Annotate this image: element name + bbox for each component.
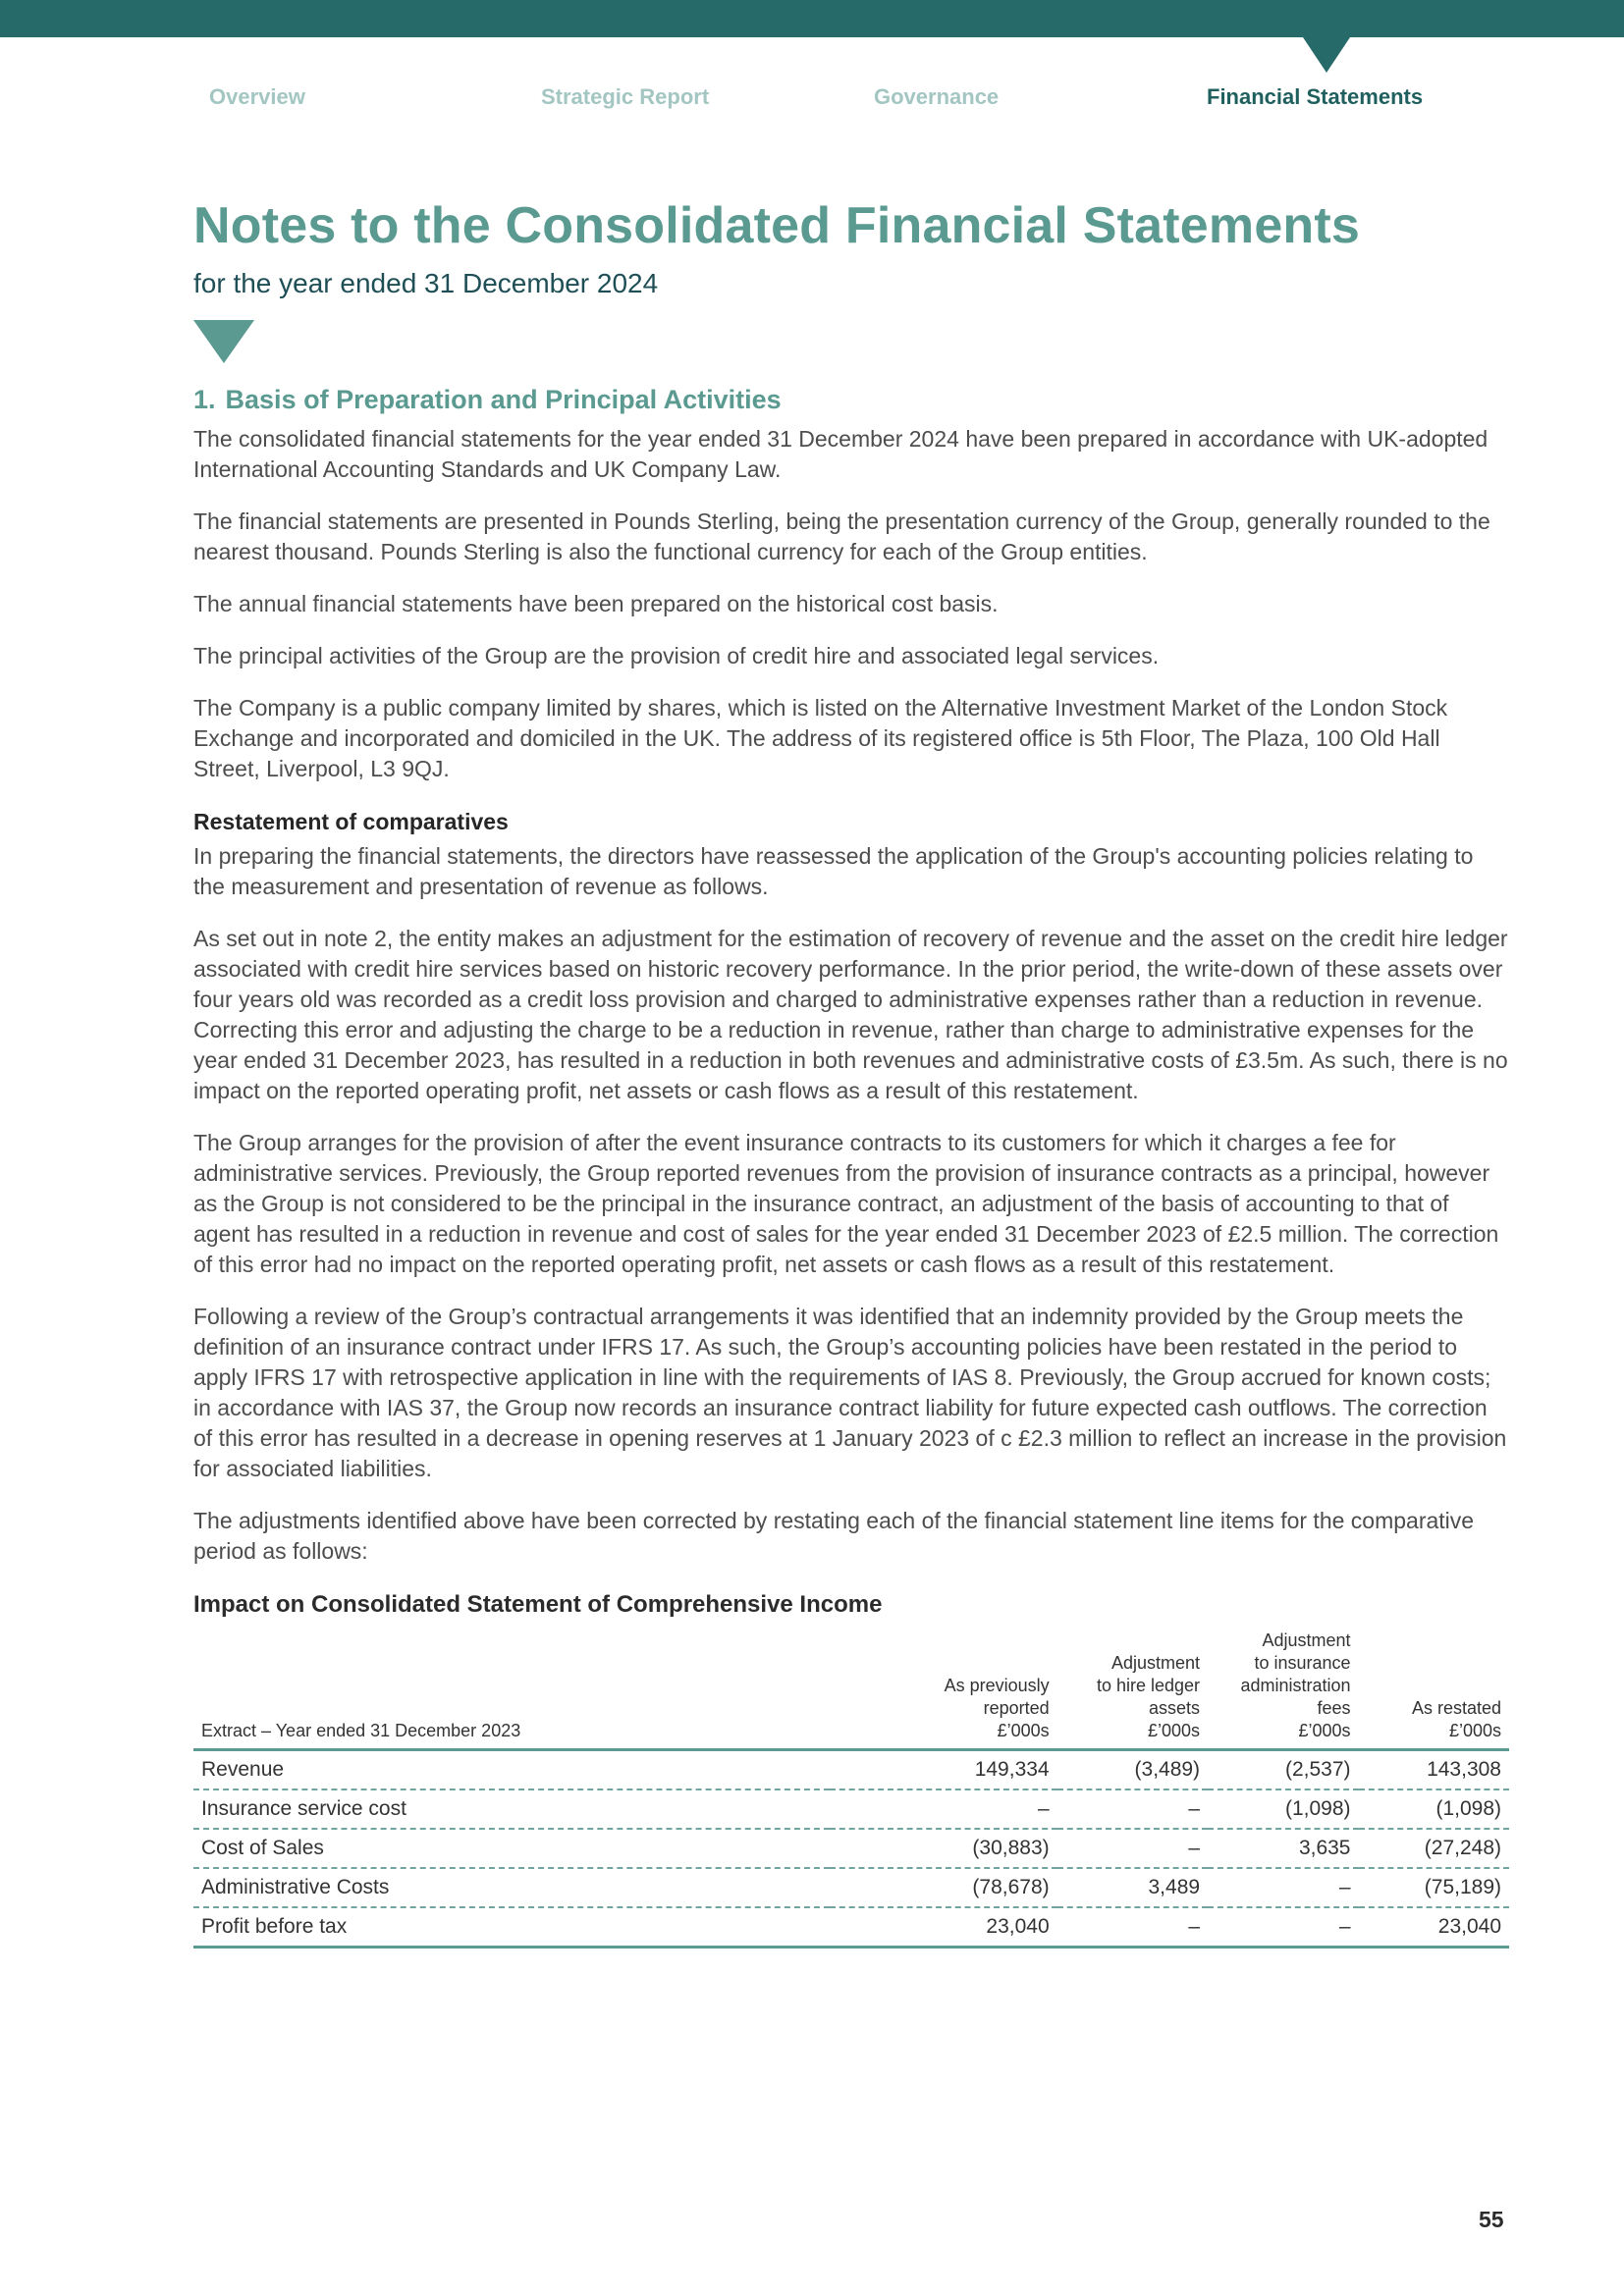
- active-section-marker: [1303, 37, 1350, 73]
- cell-value: 3,635: [1208, 1829, 1358, 1868]
- table-row: [193, 1789, 1509, 1829]
- row-label: Administrative Costs: [193, 1868, 830, 1907]
- top-bar: [0, 0, 1624, 37]
- section-heading: [193, 381, 1509, 418]
- table-row: [193, 1750, 1509, 1790]
- cell-value: (75,189): [1359, 1868, 1510, 1907]
- cell-value: (30,883): [830, 1829, 1056, 1868]
- cell-value: (78,678): [830, 1868, 1056, 1907]
- nav-item-strategic-report[interactable]: Strategic Report: [541, 84, 710, 109]
- column-header-hire-ledger-adjustment: Adjustment to hire ledger assets £’000s: [1096, 1653, 1201, 1740]
- paragraph: The principal activities of the Group are the provision of credit hire and associated legal services.: [193, 643, 1160, 668]
- paragraph: In preparing the financial statements, the directors have reassessed the application of the Group's accounting policies relating to the measurement and presentation of revenue as follows.: [193, 843, 1474, 899]
- restatement-heading: Restatement of comparatives: [193, 809, 509, 834]
- section-number: 1.: [193, 385, 216, 414]
- table-row: [193, 1907, 1509, 1948]
- table-row: [193, 1868, 1509, 1907]
- row-label: Insurance service cost: [193, 1789, 830, 1829]
- cell-value: (27,248): [1359, 1829, 1510, 1868]
- table-header-row: [193, 1629, 1509, 1750]
- page-number: 55: [1479, 2207, 1504, 2232]
- section-nav: [0, 84, 1624, 114]
- cell-value: (1,098): [1359, 1789, 1510, 1829]
- cell-value: 23,040: [830, 1907, 1056, 1948]
- cell-value: –: [830, 1789, 1056, 1829]
- page-title: Notes to the Consolidated Financial Statements: [193, 197, 1361, 254]
- paragraph: The consolidated financial statements for the year ended 31 December 2024 have been prepared in accordance with UK-adopted International Accounting Standards and UK Company Law.: [193, 426, 1489, 482]
- cell-value: 143,308: [1359, 1750, 1510, 1790]
- paragraph: The annual financial statements have been prepared on the historical cost basis.: [193, 591, 999, 616]
- cell-value: –: [1208, 1868, 1358, 1907]
- column-header-as-restated: As restated £’000s: [1411, 1698, 1501, 1740]
- paragraph: Following a review of the Group’s contractual arrangements it was identified that an indemnity provided by the Group meets the definition of an insurance contract under IFRS 17. As such, the Group’s accounting policies have been restated in the period to apply IFRS 17 with retrospective application in line with the requirements of IAS 8. Previously, the Group accrued for known costs; in accordance with IAS 37, the Group now records an insurance contract liability for future expected cash outflows. The correction of this error has resulted in a decrease in opening reserves at 1 January 2023 of c £2.3 million to reflect an increase in the provision for associated liabilities.: [193, 1304, 1507, 1481]
- cell-value: (2,537): [1208, 1750, 1358, 1790]
- impact-table: [193, 1629, 1509, 1949]
- cell-value: (3,489): [1057, 1750, 1208, 1790]
- paragraph: The Group arranges for the provision of after the event insurance contracts to its customers for which it charges a fee for administrative services. Previously, the Group reported revenues from the provision of insurance contracts as a principal, however as the Group is not considered to be the principal in the insurance contract, an adjustment of the basis of accounting to that of agent has resulted in a reduction in revenue and cost of sales for the year ended 31 December 2023 of £2.5 million. The correction of this error had no impact on the reported operating profit, net assets or cash flows as a result of this restatement.: [193, 1130, 1499, 1277]
- cell-value: (1,098): [1208, 1789, 1358, 1829]
- cell-value: –: [1057, 1829, 1208, 1868]
- table-title: Impact on Consolidated Statement of Comprehensive Income: [193, 1591, 883, 1618]
- page-subtitle: for the year ended 31 December 2024: [193, 268, 659, 298]
- section-triangle-marker: [193, 320, 254, 363]
- main-content: [193, 381, 1509, 1949]
- paragraph: The financial statements are presented in Pounds Sterling, being the presentation currency of the Group, generally rounded to the nearest thousand. Pounds Sterling is also the functional currency for each of the Group entities.: [193, 508, 1490, 564]
- cell-value: 3,489: [1057, 1868, 1208, 1907]
- column-header-insurance-fees-adjustment: Adjustment to insurance administration fees £’000s: [1240, 1630, 1351, 1740]
- nav-item-overview[interactable]: Overview: [209, 84, 305, 109]
- cell-value: –: [1057, 1907, 1208, 1948]
- paragraph: The adjustments identified above have been corrected by restating each of the financial statement line items for the comparative period as follows:: [193, 1508, 1475, 1564]
- cell-value: 23,040: [1359, 1907, 1510, 1948]
- nav-item-financial-statements[interactable]: Financial Statements: [1207, 84, 1424, 109]
- row-label: Profit before tax: [193, 1907, 830, 1948]
- cell-value: –: [1208, 1907, 1358, 1948]
- paragraph: The Company is a public company limited by shares, which is listed on the Alternative Investment Market of the London Stock Exchange and incorporated and domiciled in the UK. The address of its registered office is 5th Floor, The Plaza, 100 Old Hall Street, Liverpool, L3 9QJ.: [193, 695, 1448, 781]
- table-row: [193, 1829, 1509, 1868]
- column-header-as-previously-reported: As previously reported £’000s: [944, 1676, 1050, 1740]
- paragraph: As set out in note 2, the entity makes an adjustment for the estimation of recovery of revenue and the asset on the credit hire ledger associated with credit hire services based on historic recovery performance. In the prior period, the write-down of these assets over four years old was recorded as a credit loss provision and charged to administrative expenses rather than a reduction in revenue. Correcting this error and adjusting the charge to be a reduction in revenue, rather than charge to administrative expenses for the year ended 31 December 2023, has resulted in a reduction in both revenues and administrative costs of £3.5m. As such, there is no impact on the reported operating profit, net assets or cash flows as a result of this restatement.: [193, 926, 1508, 1103]
- cell-value: –: [1057, 1789, 1208, 1829]
- row-label: Cost of Sales: [193, 1829, 830, 1868]
- nav-item-governance[interactable]: Governance: [874, 84, 1000, 109]
- cell-value: 149,334: [830, 1750, 1056, 1790]
- table-header-label: Extract – Year ended 31 December 2023: [201, 1721, 521, 1740]
- section-title: Basis of Preparation and Principal Activities: [225, 385, 782, 414]
- row-label: Revenue: [193, 1750, 830, 1790]
